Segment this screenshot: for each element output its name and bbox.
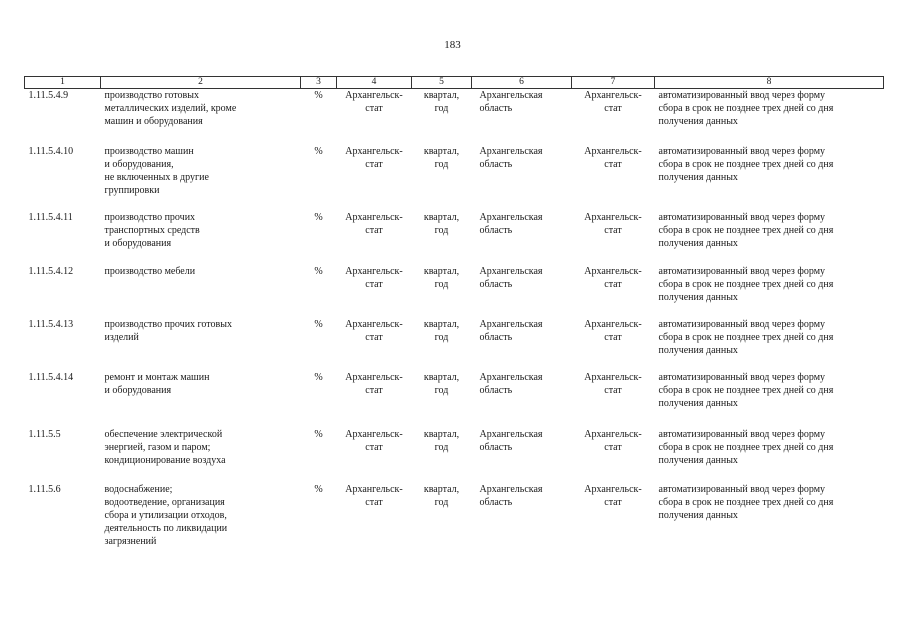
territory-level: Архангельская область	[479, 90, 543, 114]
header-cell-5: 5	[412, 77, 472, 89]
periodicity: квартал, год	[423, 265, 460, 290]
table-row	[25, 211, 884, 265]
header-cell-8: 8	[655, 77, 884, 89]
data-source: Архангельск- стат	[345, 483, 403, 508]
unit: %	[314, 371, 323, 383]
indicator-name: ремонт и монтаж машин и оборудования	[104, 371, 210, 396]
territory-level: Архангельская область	[479, 211, 543, 236]
input-method: автоматизированный ввод через форму сбора в срок не позднее трех дней со дня получения данных	[658, 318, 834, 356]
indicator-code: 1.11.5.4.13	[28, 318, 74, 330]
table-row	[25, 145, 884, 211]
page-number: 183	[444, 39, 461, 51]
data-source: Архангельск- стат	[345, 265, 403, 290]
territory-level: Архангельская область	[479, 483, 543, 508]
data-source: Архангельск- стат	[345, 90, 403, 114]
indicator-code: 1.11.5.5	[28, 428, 61, 440]
header-cell-3: 3	[301, 77, 337, 89]
header-cell-2: 2	[101, 77, 301, 89]
header-cell-7: 7	[572, 77, 655, 89]
data-source: Архангельск- стат	[345, 211, 403, 236]
input-method: автоматизированный ввод через форму сбора в срок не позднее трех дней со дня получения данных	[658, 371, 834, 409]
indicator-name: производство готовых металлических изделий, кроме машин и оборудования	[104, 90, 237, 127]
unit: %	[314, 145, 323, 157]
header-row	[25, 77, 884, 89]
header-cell-4: 4	[337, 77, 412, 89]
indicator-code: 1.11.5.4.12	[28, 265, 74, 277]
unit: %	[314, 211, 323, 223]
indicator-code: 1.11.5.4.14	[28, 371, 74, 383]
periodicity: квартал, год	[423, 428, 460, 453]
periodicity: квартал, год	[423, 90, 460, 114]
unit: %	[314, 483, 323, 495]
table-row	[25, 483, 884, 551]
input-method: автоматизированный ввод через форму сбора в срок не позднее трех дней со дня получения данных	[658, 483, 834, 521]
header-cell-6: 6	[472, 77, 572, 89]
territory-level: Архангельская область	[479, 428, 543, 453]
table-row	[25, 428, 884, 483]
unit: %	[314, 318, 323, 330]
unit: %	[314, 265, 323, 277]
responsible: Архангельск- стат	[584, 90, 642, 114]
indicator-name: производство прочих готовых изделий	[104, 318, 232, 343]
territory-level: Архангельская область	[479, 371, 543, 396]
input-method: автоматизированный ввод через форму сбора в срок не позднее трех дней со дня получения данных	[658, 211, 834, 249]
table-row	[25, 371, 884, 428]
input-method: автоматизированный ввод через форму сбора в срок не позднее трех дней со дня получения данных	[658, 90, 834, 127]
table-row	[25, 265, 884, 318]
responsible: Архангельск- стат	[584, 265, 642, 290]
periodicity: квартал, год	[423, 371, 460, 396]
periodicity: квартал, год	[423, 318, 460, 343]
unit: %	[314, 90, 323, 101]
territory-level: Архангельская область	[479, 145, 543, 170]
data-source: Архангельск- стат	[345, 428, 403, 453]
data-source: Архангельск- стат	[345, 145, 403, 170]
responsible: Архангельск- стат	[584, 318, 642, 343]
data-source: Архангельск- стат	[345, 318, 403, 343]
indicator-name: производство машин и оборудования, не включенных в другие группировки	[104, 145, 209, 196]
indicator-name: производство прочих транспортных средств и оборудования	[104, 211, 200, 249]
periodicity: квартал, год	[423, 211, 460, 236]
indicator-name: водоснабжение; водоотведение, организация сбора и утилизации отходов, деятельность по ликвидации загрязнений	[104, 483, 228, 547]
indicator-code: 1.11.5.4.10	[28, 145, 74, 157]
territory-level: Архангельская область	[479, 318, 543, 343]
header-cell-1: 1	[25, 77, 101, 89]
table-row	[25, 89, 884, 145]
indicator-name: обеспечение электрической энергией, газом и паром; кондиционирование воздуха	[104, 428, 226, 466]
input-method: автоматизированный ввод через форму сбора в срок не позднее трех дней со дня получения данных	[658, 145, 834, 183]
periodicity: квартал, год	[423, 145, 460, 170]
indicator-name: производство мебели	[104, 265, 196, 277]
periodicity: квартал, год	[423, 483, 460, 508]
unit: %	[314, 428, 323, 440]
indicator-code: 1.11.5.4.11	[28, 211, 73, 223]
indicator-code: 1.11.5.4.9	[28, 90, 69, 101]
responsible: Архангельск- стат	[584, 145, 642, 170]
responsible: Архангельск- стат	[584, 428, 642, 453]
responsible: Архангельск- стат	[584, 483, 642, 508]
data-source: Архангельск- стат	[345, 371, 403, 396]
table-row	[25, 318, 884, 371]
input-method: автоматизированный ввод через форму сбора в срок не позднее трех дней со дня получения данных	[658, 265, 834, 303]
responsible: Архангельск- стат	[584, 211, 642, 236]
territory-level: Архангельская область	[479, 265, 543, 290]
input-method: автоматизированный ввод через форму сбора в срок не позднее трех дней со дня получения данных	[658, 428, 834, 466]
responsible: Архангельск- стат	[584, 371, 642, 396]
indicator-table	[24, 76, 884, 551]
indicator-code: 1.11.5.6	[28, 483, 61, 495]
